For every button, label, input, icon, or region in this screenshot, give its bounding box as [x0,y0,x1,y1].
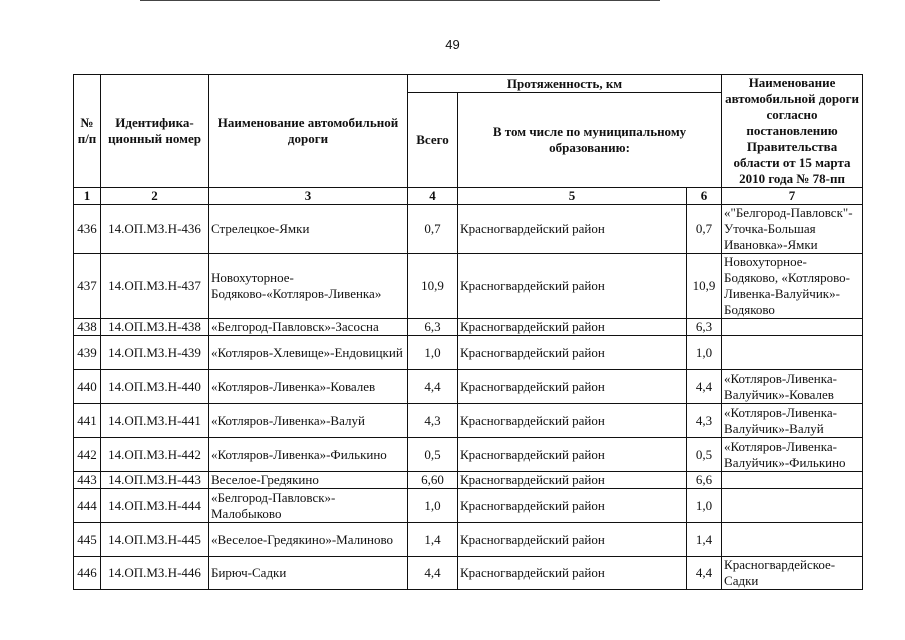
row-number: 442 [74,438,101,472]
row-district-length: 6,3 [687,319,722,336]
row-decree-name [722,319,863,336]
row-district-length: 10,9 [687,254,722,319]
row-identifier: 14.ОП.МЗ.Н-446 [101,557,209,590]
row-district: Красногвардейский район [458,438,687,472]
row-road-name: «Белгород-Павловск»-Малобыково [209,489,408,523]
row-total-length: 1,0 [408,336,458,370]
row-district: Красногвардейский район [458,254,687,319]
table-row [74,472,863,489]
row-district: Красногвардейский район [458,404,687,438]
row-total-length: 10,9 [408,254,458,319]
row-district: Красногвардейский район [458,336,687,370]
row-road-name: Новохуторное-Бодяково-«Котляров-Ливенка» [209,254,408,319]
row-decree-name: Красногвардейское-Садки [722,557,863,590]
row-number: 443 [74,472,101,489]
row-total-length: 4,4 [408,557,458,590]
row-road-name: «Котляров-Ливенка»-Ковалев [209,370,408,404]
table-row [74,438,863,472]
row-identifier: 14.ОП.МЗ.Н-440 [101,370,209,404]
table-row [74,319,863,336]
row-road-name: «Котляров-Хлевище»-Ендовицкий [209,336,408,370]
row-identifier: 14.ОП.МЗ.Н-437 [101,254,209,319]
row-identifier: 14.ОП.МЗ.Н-441 [101,404,209,438]
row-decree-name [722,336,863,370]
table-row [74,336,863,370]
header-decree-name: Наименование автомобильной дороги согласно постановлению Правительства области от 15 марта 2010 года № 78-пп [722,75,863,188]
row-total-length: 6,3 [408,319,458,336]
row-district: Красногвардейский район [458,370,687,404]
row-total-length: 0,5 [408,438,458,472]
row-identifier: 14.ОП.МЗ.Н-436 [101,205,209,254]
row-road-name: Бирюч-Садки [209,557,408,590]
row-decree-name: «"Белгород-Павловск"-Уточка-Большая Ивановка»-Ямки [722,205,863,254]
row-total-length: 4,3 [408,404,458,438]
row-district-length: 1,0 [687,336,722,370]
row-district-length: 4,4 [687,370,722,404]
row-total-length: 1,4 [408,523,458,557]
table-row [74,523,863,557]
row-district: Красногвардейский район [458,319,687,336]
row-number: 438 [74,319,101,336]
header-municipal: В том числе по муниципальному образованию: [458,93,722,188]
column-number: 4 [408,188,458,205]
row-number: 437 [74,254,101,319]
row-district-length: 0,5 [687,438,722,472]
row-total-length: 0,7 [408,205,458,254]
table-row [74,254,863,319]
row-district-length: 1,4 [687,523,722,557]
table-row [74,370,863,404]
row-district: Красногвардейский район [458,205,687,254]
column-number: 7 [722,188,863,205]
header-number: № п/п [74,75,101,188]
row-decree-name: «Котляров-Ливенка-Валуйчик»-Ковалев [722,370,863,404]
row-road-name: Веселое-Гредякино [209,472,408,489]
row-number: 445 [74,523,101,557]
row-number: 441 [74,404,101,438]
row-decree-name [722,472,863,489]
header-length-group: Протяженность, км [408,75,722,93]
row-district-length: 4,4 [687,557,722,590]
row-district-length: 1,0 [687,489,722,523]
column-number: 3 [209,188,408,205]
column-number: 5 [458,188,687,205]
row-decree-name [722,489,863,523]
table-body [74,205,863,590]
header-road-name: Наименование автомобильной дороги [209,75,408,188]
table-header [74,75,863,205]
table-row [74,489,863,523]
row-district: Красногвардейский район [458,472,687,489]
row-road-name: «Котляров-Ливенка»-Валуй [209,404,408,438]
row-identifier: 14.ОП.МЗ.Н-438 [101,319,209,336]
row-total-length: 1,0 [408,489,458,523]
row-district: Красногвардейский район [458,557,687,590]
row-number: 440 [74,370,101,404]
row-total-length: 4,4 [408,370,458,404]
header-identifier: Идентифика-ционный номер [101,75,209,188]
row-identifier: 14.ОП.МЗ.Н-442 [101,438,209,472]
row-identifier: 14.ОП.МЗ.Н-444 [101,489,209,523]
row-road-name: «Белгород-Павловск»-Засосна [209,319,408,336]
page-number: 49 [445,37,460,52]
table-row [74,404,863,438]
row-identifier: 14.ОП.МЗ.Н-443 [101,472,209,489]
row-number: 436 [74,205,101,254]
row-road-name: Стрелецкое-Ямки [209,205,408,254]
row-district-length: 6,6 [687,472,722,489]
column-number-row [74,188,863,205]
row-decree-name: «Котляров-Ливенка-Валуйчик»-Валуй [722,404,863,438]
column-number: 1 [74,188,101,205]
row-decree-name: «Котляров-Ливенка-Валуйчик»-Филькино [722,438,863,472]
row-total-length: 6,60 [408,472,458,489]
top-rule [140,0,660,1]
row-road-name: «Котляров-Ливенка»-Филькино [209,438,408,472]
row-district: Красногвардейский район [458,523,687,557]
column-number: 2 [101,188,209,205]
row-number: 446 [74,557,101,590]
header-total: Всего [408,93,458,188]
row-number: 439 [74,336,101,370]
table-row [74,205,863,254]
table-row [74,557,863,590]
row-identifier: 14.ОП.МЗ.Н-439 [101,336,209,370]
row-road-name: «Веселое-Гредякино»-Малиново [209,523,408,557]
row-district-length: 4,3 [687,404,722,438]
road-register-table [73,74,863,590]
row-number: 444 [74,489,101,523]
column-number: 6 [687,188,722,205]
row-decree-name [722,523,863,557]
row-decree-name: Новохуторное-Бодяково, «Котлярово-Ливенка-Валуйчик»-Бодяково [722,254,863,319]
row-identifier: 14.ОП.МЗ.Н-445 [101,523,209,557]
row-district-length: 0,7 [687,205,722,254]
row-district: Красногвардейский район [458,489,687,523]
